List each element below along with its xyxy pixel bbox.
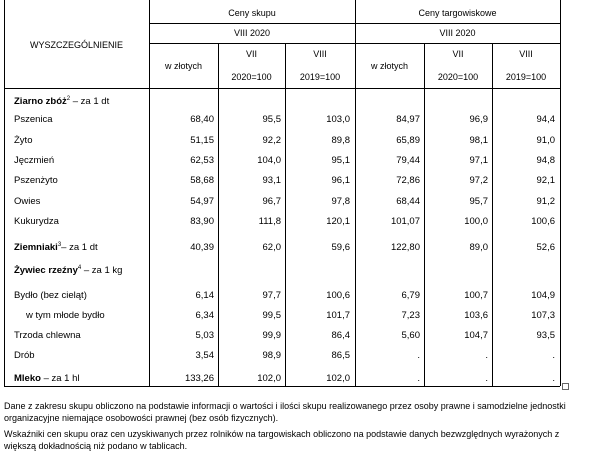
table-cell: 72,86: [396, 175, 420, 186]
grid-line: [149, 43, 560, 44]
table-cell: 6,79: [401, 290, 420, 301]
table-cell: 111,8: [258, 216, 281, 227]
table-cell: 98,9: [262, 350, 281, 361]
grid-line: [4, 386, 560, 387]
table-cell: 120,1: [326, 216, 350, 227]
section-potatoes: [14, 242, 98, 253]
table-cell: 97,8: [331, 196, 350, 207]
footnote-mark: 3: [57, 241, 62, 248]
subheader-viii-base: 2019=100: [505, 72, 547, 82]
table-cell: 102,0: [326, 373, 350, 384]
table-cell: 102,0: [257, 373, 281, 384]
row-label: Kukurydza: [14, 216, 59, 227]
section-unit: – za 1 dt: [70, 96, 110, 107]
table-cell: 101,07: [390, 216, 420, 227]
table-cell: 95,5: [262, 114, 281, 125]
subheader-pln: w złotych: [370, 61, 408, 71]
table-cell: 89,0: [469, 242, 488, 253]
section-unit: – za 1 hl: [40, 373, 80, 384]
table-cell: 89,8: [331, 135, 350, 146]
table-cell: 52,6: [536, 242, 555, 253]
subheader-vii-base: 2020=100: [437, 72, 479, 82]
table-cell: 91,0: [536, 135, 555, 146]
group-header-market: Ceny targowiskowe: [418, 8, 497, 18]
table-cell: 68,40: [190, 114, 214, 125]
row-label: Żyto: [14, 135, 33, 146]
table-cell: 92,2: [262, 135, 281, 146]
row-label: Jęczmień: [14, 155, 55, 166]
table-cell: 62,53: [190, 155, 214, 166]
subheader-vii: VII: [245, 49, 257, 59]
table-cell: 86,4: [331, 330, 350, 341]
row-label: Trzoda chlewna: [14, 330, 81, 341]
table-cell: 6,34: [195, 310, 214, 321]
table-cell: .: [485, 350, 488, 361]
table-cell: 99,9: [262, 330, 281, 341]
table-cell: 97,1: [469, 155, 488, 166]
subheader-vii: VII: [452, 49, 464, 59]
grid-line: [149, 0, 150, 386]
table-cell: 95,1: [331, 155, 350, 166]
table-cell: 96,1: [331, 175, 350, 186]
table-cell: 104,0: [257, 155, 281, 166]
subheader-viii: VIII: [519, 49, 533, 59]
grid-line: [492, 43, 493, 386]
table-cell: .: [552, 350, 555, 361]
grid-line: [424, 43, 425, 386]
table-cell: 79,44: [396, 155, 420, 166]
row-label: Pszenżyto: [14, 175, 58, 186]
table-cell: 133,26: [184, 373, 214, 384]
table-cell: 5,03: [195, 330, 214, 341]
footnote-procurement: Dane z zakresu skupu obliczono na podstawie informacji o wartości i ilości skupu realizowanego przez osoby prawne i samodzielne jednostki organizacyjne niemające osobowości prawnej (bez osób fizycznych).: [4, 401, 566, 423]
table-cell: 6,14: [195, 290, 214, 301]
label-column-header: WYSZCZEGÓLNIENIE: [29, 40, 123, 50]
table-cell: 62,0: [262, 242, 281, 253]
table-cell: 54,97: [190, 196, 214, 207]
table-cell: 96,7: [262, 196, 281, 207]
table-cell: 100,6: [531, 216, 555, 227]
table-cell: 58,68: [190, 175, 214, 186]
footnote-mark: 2: [66, 95, 71, 102]
table-cell: 91,2: [536, 196, 555, 207]
table-cell: 97,7: [262, 290, 281, 301]
table-cell: 40,39: [190, 242, 214, 253]
row-label: w tym młode bydło: [26, 310, 105, 321]
section-title: Ziemniaki: [14, 242, 58, 253]
table-cell: 104,7: [464, 330, 488, 341]
table-cell: .: [417, 350, 420, 361]
table-cell: 65,89: [396, 135, 420, 146]
table-cell: 122,80: [390, 242, 420, 253]
table-cell: .: [485, 373, 488, 384]
table-cell: 101,7: [326, 310, 350, 321]
section-milk: [14, 373, 80, 384]
section-unit: – za 1 kg: [81, 265, 123, 276]
grid-line: [355, 0, 356, 386]
section-grain: [14, 96, 109, 107]
table-cell: 86,5: [331, 350, 350, 361]
row-label: Owies: [14, 196, 41, 207]
subheader-viii: VIII: [313, 49, 327, 59]
row-label: Pszenica: [14, 114, 53, 125]
row-label: Drób: [14, 350, 35, 361]
subheader-viii-base: 2019=100: [299, 72, 341, 82]
row-label: Bydło (bez cieląt): [14, 290, 87, 301]
section-livestock: [14, 265, 122, 276]
table-cell: 59,6: [331, 242, 350, 253]
table-cell: 97,2: [469, 175, 488, 186]
resize-handle-icon[interactable]: [562, 383, 569, 390]
period-header-market: VIII 2020: [439, 28, 476, 38]
table-cell: 94,4: [536, 114, 555, 125]
table-cell: 68,44: [396, 196, 420, 207]
section-title: Mleko: [14, 373, 41, 384]
grid-line: [4, 88, 560, 89]
table-cell: .: [552, 373, 555, 384]
grid-line: [149, 23, 560, 24]
grid-line: [218, 43, 219, 386]
table-cell: 93,1: [262, 175, 281, 186]
section-title: Ziarno zbóż: [14, 96, 67, 107]
table-cell: 95,7: [469, 196, 488, 207]
table-cell: 92,1: [536, 175, 555, 186]
table-cell: .: [417, 373, 420, 384]
table-cell: 7,23: [401, 310, 420, 321]
section-title: Żywiec rzeźny: [14, 265, 78, 276]
table-cell: 83,90: [190, 216, 214, 227]
table-cell: 104,9: [531, 290, 555, 301]
table-cell: 99,5: [262, 310, 281, 321]
table-cell: 94,8: [536, 155, 555, 166]
section-unit: – za 1 dt: [61, 242, 98, 253]
grid-line: [285, 43, 286, 386]
subheader-vii-base: 2020=100: [231, 72, 272, 82]
footnote-mark: 4: [77, 264, 82, 271]
table-cell: 84,97: [396, 114, 420, 125]
footnote-indices: Wskaźniki cen skupu oraz cen uzyskiwanych przez rolników na targowiskach obliczono na podstawie danych bezwzględnych wyrażonych z większą dokładnością niż podano w tablicach.: [4, 429, 560, 451]
table-cell: 96,9: [469, 114, 488, 125]
grid-line: [4, 0, 5, 386]
table-cell: 93,5: [536, 330, 555, 341]
table-cell: 103,6: [464, 310, 488, 321]
table-cell: 3,54: [195, 350, 214, 361]
group-header-procurement: Ceny skupu: [228, 8, 276, 18]
table-cell: 100,6: [326, 290, 350, 301]
period-header-procurement: VIII 2020: [233, 28, 271, 38]
table-cell: 107,3: [531, 310, 555, 321]
table-cell: 100,0: [464, 216, 488, 227]
table-cell: 51,15: [190, 135, 214, 146]
table-cell: 5,60: [401, 330, 420, 341]
table-cell: 98,1: [469, 135, 488, 146]
table-cell: 100,7: [464, 290, 488, 301]
grid-line: [560, 0, 561, 386]
subheader-pln: w złotych: [164, 61, 202, 71]
table-cell: 103,0: [326, 114, 350, 125]
